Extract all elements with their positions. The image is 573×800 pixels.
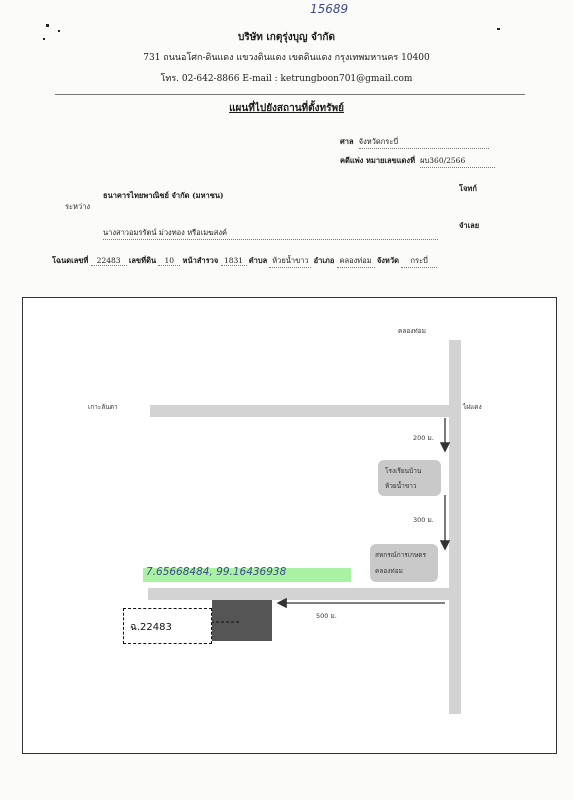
distance-200m: 200 ม. <box>413 434 434 442</box>
between-label: ระหว่าง <box>65 202 91 211</box>
road-north-south <box>449 340 461 714</box>
company-name: บริษัท เกตุรุ่งบุญ จำกัด <box>238 32 335 43</box>
case-label: คดีแพ่ง หมายเลขแดงที่ <box>340 156 416 165</box>
survey-label: หน้าสำรวจ <box>182 256 219 265</box>
province-label: จังหวัด <box>376 256 399 265</box>
deed-label: โฉนดเลขที่ <box>52 256 89 265</box>
handwritten-note: 15689 <box>310 2 349 16</box>
district-value: คลองท่อม <box>337 255 375 268</box>
survey-number: 1831 <box>221 256 247 266</box>
coop-label-line2: คลองท่อม <box>375 567 403 575</box>
distance-500m: 500 ม. <box>316 612 337 620</box>
road-east-west <box>150 405 456 417</box>
label-khlong-thom: คลองท่อม <box>398 327 426 335</box>
defendant-role: จำเลย <box>459 221 480 230</box>
school-label-line2: ห้วยน้ำขาว <box>385 482 417 490</box>
road-to-parcel <box>148 588 453 600</box>
land-label: เลขที่ดิน <box>128 256 157 265</box>
subdistrict-value: ห้วยน้ำขาว <box>269 255 311 268</box>
coop-label-line1: สหกรณ์การเกษตร <box>375 551 426 559</box>
parcel-callout <box>123 608 212 644</box>
company-contact: โทร. 02-642-8866 E-mail : ketrungboon701@gmail.com <box>160 74 413 84</box>
distance-300m: 300 ม. <box>413 516 434 524</box>
subdistrict-label: ตำบล <box>248 256 268 265</box>
label-ko-lanta: เกาะลันตา <box>88 403 118 411</box>
parcel-block <box>212 600 272 641</box>
court-value: จังหวัดกระบี่ <box>359 136 489 149</box>
district-label: อำเภอ <box>313 256 335 265</box>
document-title: แผนที่ไปยังสถานที่ตั้งทรัพย์ <box>229 103 344 114</box>
province-value: กระบี่ <box>401 255 437 268</box>
plaintiff-role: โจทก์ <box>459 184 477 193</box>
plaintiff-text: ธนาคารไทยพาณิชย์ จำกัด (มหาชน) <box>103 191 224 200</box>
company-address: 731 ถนนอโศก-ดินแดง แขวงดินแดง เขตดินแดง กรุงเทพมหานคร 10400 <box>143 53 430 63</box>
deed-number: 22483 <box>91 256 127 266</box>
defendant-name: นางสาวอมรรัตน์ ม่วงทอง หรือเมฆสงค์ <box>103 227 438 240</box>
land-number: 10 <box>158 256 180 266</box>
handwritten-coordinates: 7.65668484, 99.16436938 <box>146 566 287 578</box>
parcel-deed-label: ฉ.22483 <box>130 622 172 633</box>
court-label: ศาล <box>340 137 354 146</box>
label-phai-daeng: ไผ่แดง <box>463 403 482 411</box>
school-label-line1: โรงเรียนบ้าน <box>385 467 422 475</box>
case-value: ผบ360/2566 <box>420 155 495 168</box>
